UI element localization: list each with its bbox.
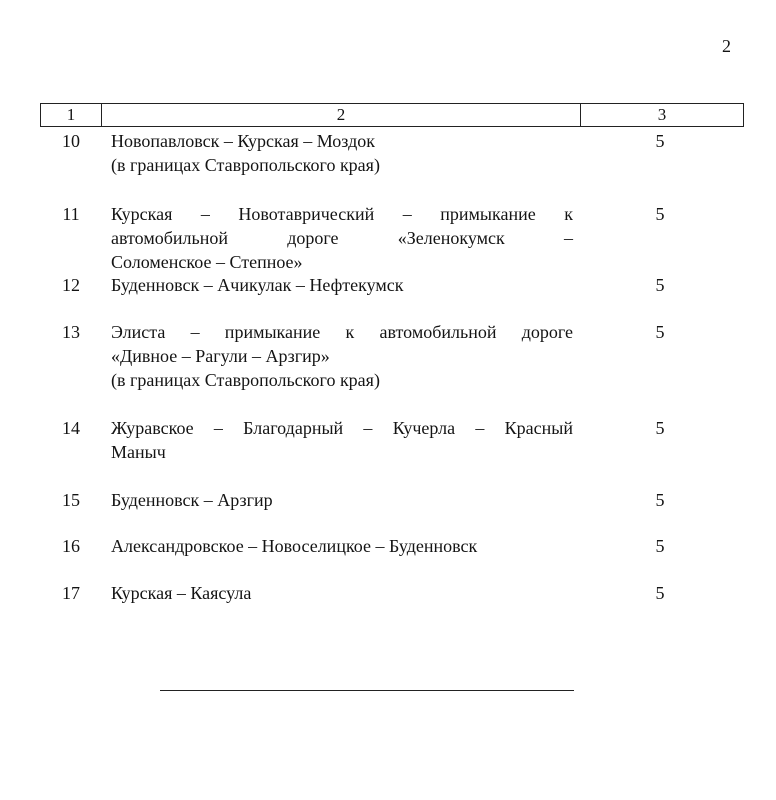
road-name-line: Журавское – Благодарный – Кучерла – Красный xyxy=(111,418,573,438)
header-col-1: 1 xyxy=(41,104,102,126)
road-name xyxy=(111,488,573,512)
row-number: 12 xyxy=(62,275,80,295)
road-name-line: Курская – Новотаврический – примыкание к xyxy=(111,204,573,224)
road-name xyxy=(111,534,573,558)
row-value: 5 xyxy=(655,490,665,510)
header-col-3: 3 xyxy=(657,105,667,124)
header-col-2: 2 xyxy=(102,104,581,126)
road-name-line: Новопавловск – Курская – Моздок xyxy=(111,131,375,151)
row-value: 5 xyxy=(655,583,665,603)
row-number: 17 xyxy=(62,583,80,603)
road-name xyxy=(111,129,573,177)
row-value: 5 xyxy=(655,275,665,295)
row-number: 10 xyxy=(62,131,80,151)
road-name-line: Курская – Каясула xyxy=(111,583,252,603)
road-name xyxy=(111,320,573,392)
road-name-line: Маныч xyxy=(111,442,166,462)
row-value: 5 xyxy=(655,536,665,556)
road-name xyxy=(111,581,573,605)
road-name-line: (в границах Ставропольского края) xyxy=(111,155,380,175)
page-number: 2 xyxy=(722,36,731,56)
road-name xyxy=(111,202,573,274)
row-number: 11 xyxy=(62,204,80,224)
road-name-line: Александровское – Новоселицкое – Буденновск xyxy=(111,536,478,556)
row-number: 13 xyxy=(62,322,80,342)
row-number: 15 xyxy=(62,490,80,510)
road-name xyxy=(111,416,573,464)
road-name xyxy=(111,273,573,297)
road-name-line: Элиста – примыкание к автомобильной дороге xyxy=(111,322,573,342)
closing-rule xyxy=(160,690,574,691)
road-name-line: «Дивное – Рагули – Арзгир» xyxy=(111,346,330,366)
row-value: 5 xyxy=(655,131,665,151)
road-name-line: Буденновск – Ачикулак – Нефтекумск xyxy=(111,275,404,295)
road-name-line: Буденновск – Арзгир xyxy=(111,490,273,510)
row-value: 5 xyxy=(655,204,665,224)
row-number: 16 xyxy=(62,536,80,556)
row-value: 5 xyxy=(655,322,665,342)
row-value: 5 xyxy=(655,418,665,438)
road-name-line: (в границах Ставропольского края) xyxy=(111,370,380,390)
table-header xyxy=(40,103,744,127)
row-number: 14 xyxy=(62,418,80,438)
road-name-line: автомобильной дороге «Зеленокумск – xyxy=(111,228,573,248)
road-name-line: Соломенское – Степное» xyxy=(111,252,303,272)
